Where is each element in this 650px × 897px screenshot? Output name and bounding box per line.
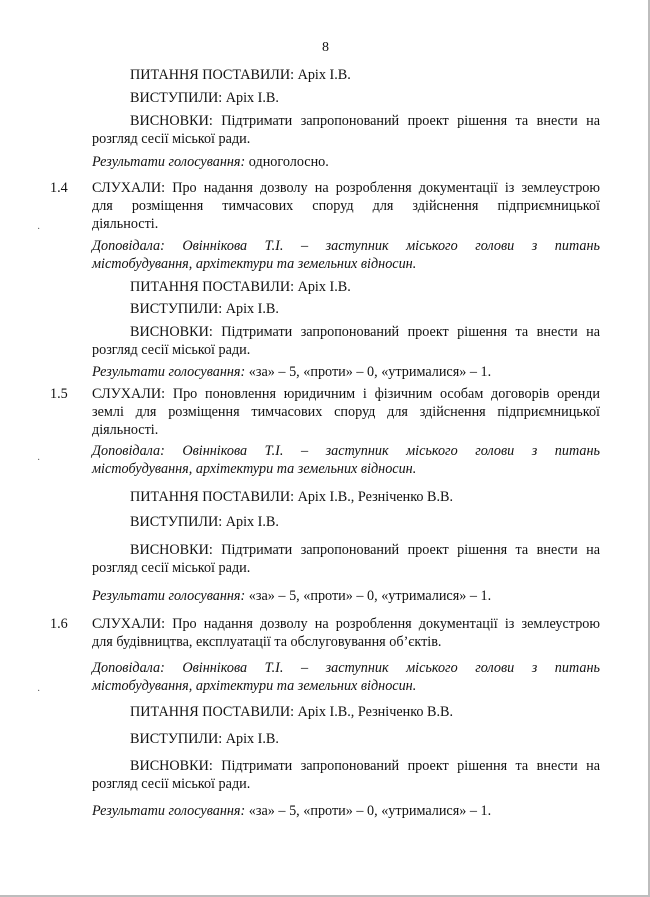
questions-asked: ПИТАННЯ ПОСТАВИЛИ: Аріх І.В., Резніченко В.В. <box>130 489 454 505</box>
voting-results-label: Результати голосування: <box>92 588 246 604</box>
questions-asked: ПИТАННЯ ПОСТАВИЛИ: Аріх І.В. <box>130 67 351 83</box>
heard-line-3: діяльності. <box>92 422 159 438</box>
voting-results-label: Результати голосування: <box>92 154 246 170</box>
heard-line-1: СЛУХАЛИ: Про поновлення юридичним і фізичним особам договорів оренди <box>92 386 600 402</box>
speaker-line-2: містобудування, архітектури та земельних відносин. <box>92 678 417 694</box>
item-number: 1.6 <box>50 616 68 632</box>
item-number: 1.5 <box>50 386 68 402</box>
item-number: 1.4 <box>50 180 68 196</box>
conclusions-line-1: ВИСНОВКИ: Підтримати запропонований проект рішення та внести на <box>130 113 600 129</box>
speaker-line-1: Доповідала: Овіннікова Т.І. – заступник міського голови з питань <box>92 238 600 254</box>
heard-line-1: СЛУХАЛИ: Про надання дозволу на розроблення документації із землеустрою <box>92 616 600 632</box>
questions-asked: ПИТАННЯ ПОСТАВИЛИ: Аріх І.В., Резніченко В.В. <box>130 704 454 720</box>
voting-results-label: Результати голосування: <box>92 803 246 819</box>
voting-results-label: Результати голосування: <box>92 364 246 380</box>
heard-line-2: землі для розміщення тимчасових споруд для здійснення підприємницької <box>92 404 600 420</box>
margin-dot: · <box>37 686 41 697</box>
conclusions-line-2: розгляд сесії міської ради. <box>92 342 251 358</box>
voting-results <box>92 802 491 820</box>
voting-results-value: «за» – 5, «проти» – 0, «утрималися» – 1. <box>245 803 492 819</box>
speaker-line-2: містобудування, архітектури та земельних відносин. <box>92 256 417 272</box>
speakers: ВИСТУПИЛИ: Аріх І.В. <box>130 514 279 530</box>
heard-line-2: для розміщення тимчасових споруд для здійснення підприємницької <box>92 198 600 214</box>
margin-dot: · <box>37 224 41 235</box>
voting-results <box>92 587 491 605</box>
conclusions-line-1: ВИСНОВКИ: Підтримати запропонований проект рішення та внести на <box>130 542 600 558</box>
voting-results-value: «за» – 5, «проти» – 0, «утрималися» – 1. <box>245 364 492 380</box>
speakers: ВИСТУПИЛИ: Аріх І.В. <box>130 301 279 317</box>
voting-results-value: одноголосно. <box>245 154 329 170</box>
speakers: ВИСТУПИЛИ: Аріх І.В. <box>130 90 279 106</box>
heard-line-2: для будівництва, експлуатації та обслуговування об’єктів. <box>92 634 442 650</box>
conclusions-line-1: ВИСНОВКИ: Підтримати запропонований проект рішення та внести на <box>130 758 600 774</box>
voting-results <box>92 153 329 171</box>
page-number: 8 <box>322 40 329 55</box>
speaker-line-2: містобудування, архітектури та земельних відносин. <box>92 461 417 477</box>
conclusions-line-1: ВИСНОВКИ: Підтримати запропонований проект рішення та внести на <box>130 324 600 340</box>
voting-results-value: «за» – 5, «проти» – 0, «утрималися» – 1. <box>245 588 492 604</box>
speaker-line-1: Доповідала: Овіннікова Т.І. – заступник міського голови з питань <box>92 660 600 676</box>
margin-dot: · <box>37 455 41 466</box>
heard-line-1: СЛУХАЛИ: Про надання дозволу на розроблення документації із землеустрою <box>92 180 600 196</box>
speakers: ВИСТУПИЛИ: Аріх І.В. <box>130 731 279 747</box>
conclusions-line-2: розгляд сесії міської ради. <box>92 131 251 147</box>
voting-results <box>92 363 491 381</box>
conclusions-line-2: розгляд сесії міської ради. <box>92 560 251 576</box>
conclusions-line-2: розгляд сесії міської ради. <box>92 776 251 792</box>
speaker-line-1: Доповідала: Овіннікова Т.І. – заступник міського голови з питань <box>92 443 600 459</box>
questions-asked: ПИТАННЯ ПОСТАВИЛИ: Аріх І.В. <box>130 279 351 295</box>
heard-line-3: діяльності. <box>92 216 159 232</box>
